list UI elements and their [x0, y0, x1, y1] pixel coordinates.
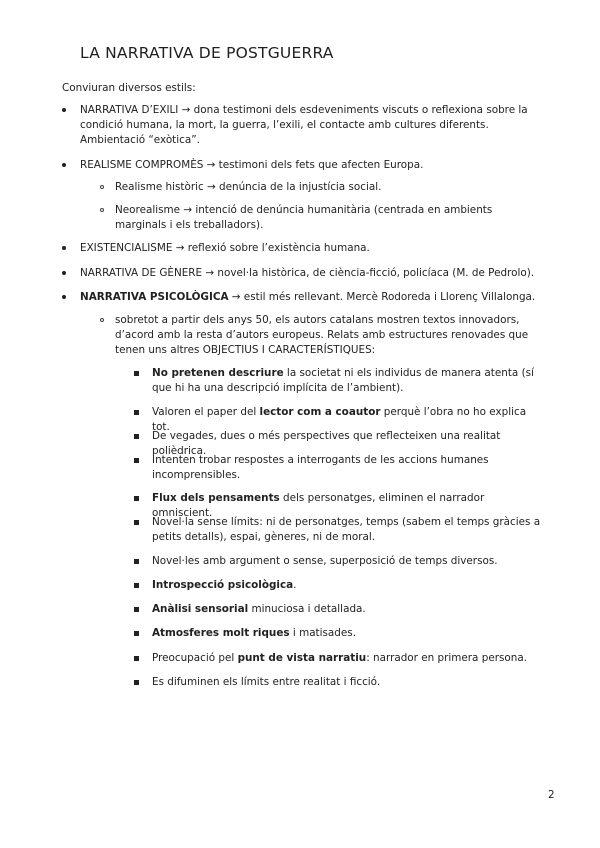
square-bullet-icon [134, 520, 139, 525]
list-item-text: De vegades, dues o més perspectives que reflecteixen una realitat polièdrica. [152, 430, 501, 457]
list-item-text: Realisme històric → denúncia de la injustícia social. [115, 181, 382, 193]
list-item [152, 515, 547, 545]
square-bullet-icon [134, 496, 139, 501]
list-item-text: Novel·les amb argument o sense, superposició de temps diversos. [152, 555, 498, 567]
list-item [152, 453, 547, 483]
list-item-text: la societat ni els individus de manera atenta (sí que hi ha una descripció implícita de l’ambient). [152, 367, 534, 394]
list-item-text: Preocupació pel [152, 652, 238, 664]
list-item-text: punt de vista narratiu [237, 652, 367, 664]
square-bullet-icon [134, 631, 139, 636]
list-item [80, 103, 550, 148]
square-bullet-icon [134, 680, 139, 685]
list-item-text: Atmosferes molt riques [152, 627, 290, 639]
list-item [152, 675, 547, 690]
circle-bullet-icon [100, 318, 104, 322]
list-item [115, 203, 545, 233]
list-item-text: Novel·la sense límits: ni de personatges, temps (sabem el temps gràcies a petits detalls), espai, gèneres, ni de moral. [152, 516, 541, 543]
list-item [115, 180, 545, 195]
circle-bullet-icon [100, 208, 104, 212]
square-bullet-icon [134, 371, 139, 376]
list-item-text: NARRATIVA D’EXILI → dona testimoni dels esdeveniments viscuts o reflexiona sobre la condició humana, la mort, la guerra, l’exili, el contacte amb cultures diferents. Ambientació “exòtica”. [80, 104, 528, 146]
bullet-icon [62, 108, 66, 112]
list-item [80, 241, 550, 256]
list-item [152, 651, 547, 666]
list-item-text: sobretot a partir dels anys 50, els autors catalans mostren textos innovadors, d’acord amb la resta d’autors europeus. Relats amb estructures renovades que tenen uns altres OBJECTIUS I CARACTERÍSTIQUES: [115, 314, 529, 356]
list-item-text: NARRATIVA PSICOLÒGICA [80, 291, 229, 303]
bullet-icon [62, 246, 66, 250]
list-item-text: lector com a coautor [259, 406, 381, 418]
bullet-icon [62, 163, 66, 167]
list-item-text: . [293, 579, 297, 591]
square-bullet-icon [134, 583, 139, 588]
list-item [80, 290, 550, 305]
list-item [115, 313, 545, 358]
square-bullet-icon [134, 458, 139, 463]
list-item-text: Introspecció psicològica [152, 579, 294, 591]
intro-text: Conviuran diversos estils: [62, 82, 196, 94]
list-item-text: Flux dels pensaments [152, 492, 280, 504]
list-item-text: EXISTENCIALISME → reflexió sobre l’existència humana. [80, 242, 370, 254]
list-item-text: i matisades. [289, 627, 357, 639]
page-title: LA NARRATIVA DE POSTGUERRA [80, 44, 334, 62]
bullet-icon [62, 271, 66, 275]
square-bullet-icon [134, 559, 139, 564]
list-item-text: → estil més rellevant. Mercè Rodoreda i Llorenç Villalonga. [228, 291, 536, 303]
square-bullet-icon [134, 656, 139, 661]
list-item-text: Es difuminen els límits entre realitat i ficció. [152, 676, 381, 688]
page-number: 2 [548, 789, 555, 801]
list-item-text: Neorealisme → intenció de denúncia humanitària (centrada en ambients marginals i els treballadors). [115, 204, 493, 231]
square-bullet-icon [134, 607, 139, 612]
list-item-text: minuciosa i detallada. [248, 603, 366, 615]
circle-bullet-icon [100, 185, 104, 189]
list-item-text: dels personatges, eliminen el narrador omniscient. [152, 492, 485, 519]
list-item-text: : narrador en primera persona. [366, 652, 528, 664]
list-item [80, 158, 550, 173]
list-item-text: Anàlisi sensorial [152, 603, 249, 615]
list-item-text: NARRATIVA DE GÈNERE → novel·la històrica, de ciència-ficció, policíaca (M. de Pedrolo). [80, 267, 535, 279]
bullet-icon [62, 295, 66, 299]
list-item [152, 602, 547, 617]
square-bullet-icon [134, 410, 139, 415]
list-item [80, 266, 550, 281]
list-item-text: Valoren el paper del [152, 406, 260, 418]
list-item [152, 366, 547, 396]
list-item [152, 554, 547, 569]
list-item [152, 626, 547, 641]
list-item-text: Intenten trobar respostes a interrogants de les accions humanes incomprensibles. [152, 454, 489, 481]
list-item-text: perquè l’obra no ho explica tot. [152, 406, 527, 433]
list-item-text: REALISME COMPROMÈS → testimoni dels fets que afecten Europa. [80, 159, 424, 171]
square-bullet-icon [134, 434, 139, 439]
list-item [152, 578, 547, 593]
list-item-text: No pretenen descriure [152, 367, 284, 379]
